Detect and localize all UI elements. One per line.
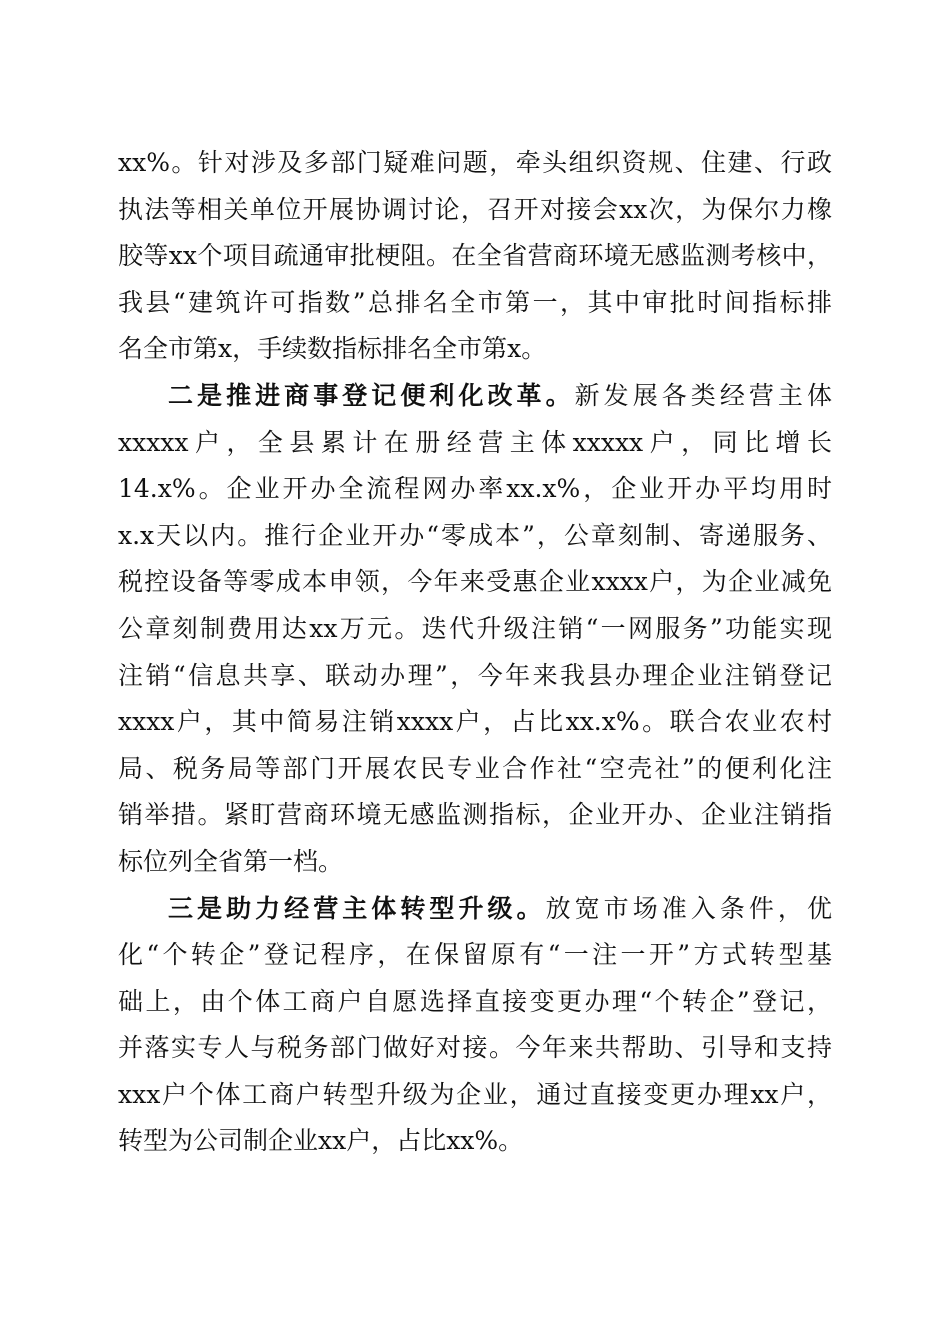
text-line: 化“个转企”登记程序，在保留原有“一注一开”方式转型基 bbox=[118, 940, 832, 970]
text-line: 注销“信息共享、联动办理”，今年来我县办理企业注销登记 bbox=[118, 660, 832, 690]
text-line: 标位列全省第一档。 bbox=[118, 846, 344, 876]
paragraph-lead: 三是助力经营主体转型升级。 bbox=[168, 893, 546, 923]
text-line: xxx户个体工商户转型升级为企业，通过直接变更办理xx户， bbox=[118, 1079, 832, 1109]
text-line: 税控设备等零成本申领，今年来受惠企业xxxx户，为企业减免 bbox=[118, 567, 832, 597]
paragraph-lead: 二是推进商事登记便利化改革。 bbox=[168, 380, 575, 410]
text-line: 胶等xx个项目疏通审批梗阻。在全省营商环境无感监测考核中， bbox=[118, 241, 832, 271]
document-body bbox=[118, 140, 832, 1165]
text-line: 14.x%。企业开办全流程网办率xx.x%，企业开办平均用时 bbox=[118, 474, 832, 504]
text-line: xxxxx户，全县累计在册经营主体xxxxx户，同比增长 bbox=[118, 427, 832, 457]
text-line: 并落实专人与税务部门做好对接。今年来共帮助、引导和支持 bbox=[118, 1033, 832, 1063]
text-line: 局、税务局等部门开展农民专业合作社“空壳社”的便利化注 bbox=[118, 753, 832, 783]
text-line: 转型为公司制企业xx户，占比xx%。 bbox=[118, 1126, 524, 1156]
text-line: 础上，由个体工商户自愿选择直接变更办理“个转企”登记， bbox=[118, 986, 832, 1016]
text-line: 公章刻制费用达xx万元。迭代升级注销“一网服务”功能实现 bbox=[118, 613, 832, 643]
text-line: 销举措。紧盯营商环境无感监测指标，企业开办、企业注销指 bbox=[118, 800, 832, 830]
paragraph-text: 放宽市场准入条件，优 bbox=[545, 893, 832, 923]
text-line: 执法等相关单位开展协调讨论，召开对接会xx次，为保尔力橡 bbox=[118, 194, 832, 224]
paragraph-first-line bbox=[118, 373, 832, 420]
paragraph-first-line bbox=[118, 886, 832, 933]
text-line: x.x天以内。推行企业开办“零成本”，公章刻制、寄递服务、 bbox=[118, 520, 832, 550]
text-line: xx%。针对涉及多部门疑难问题，牵头组织资规、住建、行政 bbox=[118, 148, 832, 177]
text-line: xxxx户，其中简易注销xxxx户，占比xx.x%。联合农业农村 bbox=[118, 707, 832, 737]
text-line: 名全市第x，手续数指标排名全市第x。 bbox=[118, 334, 547, 364]
paragraph-text: 新发展各类经营主体 bbox=[574, 380, 832, 410]
text-line: 我县“建筑许可指数”总排名全市第一，其中审批时间指标排 bbox=[118, 287, 832, 317]
